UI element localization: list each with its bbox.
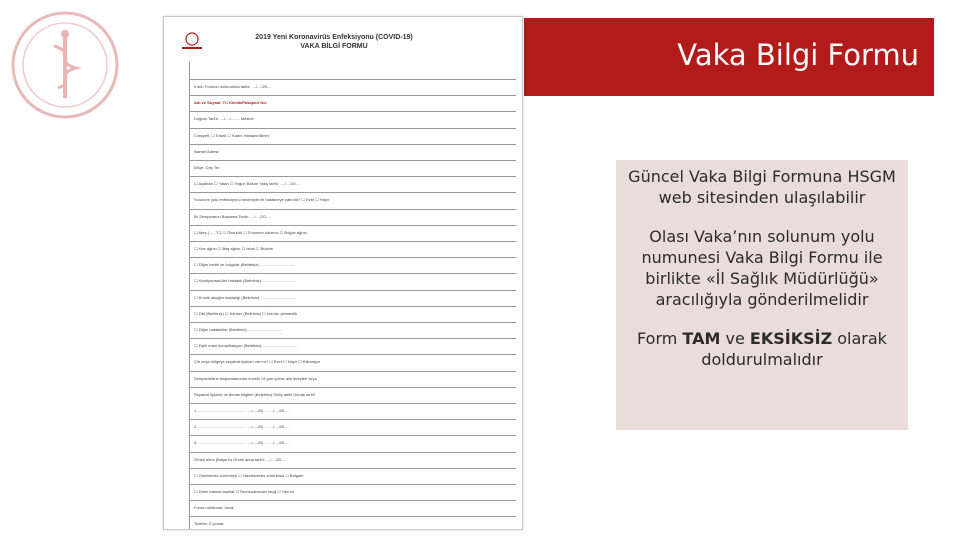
form-row (190, 209, 516, 225)
form-row (190, 354, 516, 370)
form-row (190, 338, 516, 354)
form-row (190, 79, 516, 95)
form-row-text: ☐ Kronik akciğer hastalığı (Belirtiniz): .............................. (194, 294, 295, 300)
info-paragraph-2: Olası Vaka’nın solunum yolu numunesi Vaka Bilgi Formu ile birlikte «İl Sağlık Müdürlüğü» aracılığıyla gönderilmelidir (641, 227, 883, 309)
form-row (190, 192, 516, 208)
form-row (190, 290, 516, 306)
form-row-text: Solunum yolu enfeksiyonu nedeniyle mi hastaneye yatırıldı? ☐ Evet ☐ Hayır (194, 197, 330, 203)
form-row (190, 257, 516, 273)
form-row-text: ☐ Kas ağrısı ☐ Baş ağrısı ☐ İshal ☐ Bulantı (194, 246, 274, 251)
form-logo-icon (178, 31, 206, 53)
form-row (190, 273, 516, 289)
form-row (190, 225, 516, 241)
form-row-text: ☐ Diğer belirti ve bulgular (Belirtiniz): .............................. (194, 262, 295, 268)
form-row (190, 419, 516, 435)
form-row-text: Seyahat öyküsü ve temas bilgileri (Belirtiniz) Gidiş tarihi Dönüş tarihi (194, 391, 315, 397)
form-row-text: 2- ........................................... ..../..../20.... ..../..../20.... (194, 424, 289, 430)
form-document-image (163, 16, 523, 530)
form-title: 2019 Yeni Koronavirüs Enfeksiyonu (COVID-19) VAKA BİLGİ FORMU (255, 34, 413, 50)
form-row-text: Formu dolduran: İmza: (194, 505, 235, 511)
form-row-text: İl adı: Formun doldurulma tarihi: ..../..../20.... (194, 84, 272, 89)
info-paragraph-1: Güncel Vaka Bilgi Formuna HSGM web sitesinden ulaşılabilir (628, 167, 896, 207)
form-header (164, 17, 522, 61)
form-sidebar (164, 61, 190, 530)
form-row-text: ☐ Derin trakeal aspirat ☐ Bronkoalveolar lavaj ☐ Serum (194, 489, 294, 494)
form-row (190, 387, 516, 403)
form-row-text: ☐ DM (Belirtiniz) ☐ Kanser (Belirtiniz) ☐ İmmün yetmezlik (194, 310, 297, 316)
info-paragraph-3: Form TAM ve EKSİKSİZ olarak doldurulmalıdır (637, 329, 887, 369)
form-row-text: Telefon: E-posta: (194, 521, 225, 527)
form-row (190, 468, 516, 484)
form-row (190, 403, 516, 419)
form-row-text: İl/İlçe: Cep Tel: (194, 165, 221, 170)
form-row (190, 516, 516, 530)
form-row (190, 128, 516, 144)
ministry-logo (10, 10, 120, 120)
form-row (190, 95, 516, 111)
form-row-text: İkamet Adresi: (194, 148, 220, 154)
form-row (190, 435, 516, 451)
form-row (190, 484, 516, 500)
form-row (190, 371, 516, 387)
form-row (190, 111, 516, 127)
form-row-text: Çin veya bölgeye seyahat öyküsü var mı? ☐ Evet ☐ Hayır ☐ Bilinmiyor (194, 359, 321, 365)
form-row-text: Semptomların başlamasından önceki 14 gün içinde aile bireyleri veya (194, 375, 317, 381)
form-row-text: 1- ........................................... ..../..../20.... ..../..../20.... (194, 408, 289, 413)
form-row-text: ☐ Diğer hastalıklar (Belirtiniz): .............................. (194, 327, 283, 332)
form-row-text: İlk Semptomun Başlama Tarihi: ..../..../20.... (194, 213, 271, 219)
form-row-text: ☐ Ateş (......°C) ☐ Öksürük ☐ Solunum sıkıntısı ☐ Boğaz ağrısı (194, 229, 307, 235)
form-row (190, 452, 516, 468)
form-row-text: ☐ Eşlik eden komplikasyon (Belirtiniz): .............................. (194, 343, 297, 349)
form-row-text: ☐ Ayaktan ☐ Yatan ☐ Yoğun Bakım Yatış tarihi: ..../..../20.... (194, 181, 301, 187)
form-row-text: ☐ Kardiyovasküler hastalık (Belirtiniz): .............................. (194, 278, 297, 284)
form-row (190, 144, 516, 160)
slide-title: Vaka Bilgi Formu (677, 38, 919, 72)
form-row (190, 306, 516, 322)
info-box (616, 160, 908, 430)
form-row (190, 176, 516, 192)
form-row (190, 500, 516, 516)
form-row-text: Doğum Tarihi: ..../..../........ Meslek: (194, 116, 255, 122)
form-row-text: 3- ........................................... ..../..../20.... ..../..../20.... (194, 440, 289, 446)
form-row-text: Adı ve Soyadı: TC Kimlik/Pasaport No: (194, 100, 268, 106)
form-row (190, 241, 516, 257)
form-row (190, 160, 516, 176)
form-row-text: Örnek alma (Başarılı) Örnek alma tarihi: ..../..../20.... (194, 456, 286, 462)
form-row-text: Cinsiyeti: ☐ Erkek ☐ Kadın Hastane/Birim: (194, 132, 270, 138)
form-row (190, 322, 516, 338)
form-row-text: ☐ Orofarenks sürüntüsü ☐ Nazofarenks sürüntüsü ☐ Balgam (194, 472, 304, 478)
